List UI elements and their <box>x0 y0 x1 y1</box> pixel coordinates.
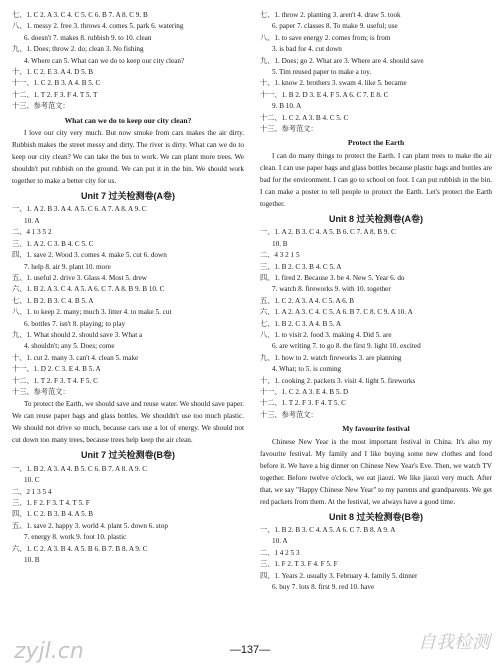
answer-line: 三、1. B 2. C 3. B 4. C 5. A <box>260 262 342 271</box>
answer-line-continued: 6. doesn't 7. makes 8. rubbish 9. to 10. clean <box>24 33 152 42</box>
answer-line: 四、1. save 2. Wood 3. comes 4. make 5. cut 6. down <box>12 251 167 260</box>
essay-paragraph: I love our city very much. But now smoke from cars makes the air dirty. Rubbish makes the street messy and dirty. The river is dirty. What can we do to keep our city clean? We can take the bus to work. We can plant more trees. We shouldn't put rubbish on the ground. We can put it in the bin. We should work together to make a better city for us. <box>12 129 244 186</box>
answer-line: 十三、参考范文： <box>12 102 70 111</box>
answer-line: 十、1. cooking 2. packets 3. visit 4. light 5. fireworks <box>260 376 416 385</box>
answer-line: 九、1. how to 2. watch fireworks 3. are planning <box>260 353 402 362</box>
answer-line: 九、1. Does; throw 2. do; clean 3. No fishing <box>12 45 144 54</box>
answer-line-continued: 7. watch 8. fireworks 9. with 10. together <box>272 285 391 294</box>
answer-line-continued: 6. buy 7. lots 8. first 9. red 10. have <box>272 583 375 592</box>
answer-line: 十一、1. D 2. C 3. E 4. B 5. A <box>12 365 101 374</box>
left-column <box>12 10 244 566</box>
essay-title: Protect the Earth <box>347 138 405 148</box>
page-number: —137— <box>229 644 271 656</box>
answer-line: 五、1. useful 2. drive 3. Glass 4. Most 5. drew <box>12 273 147 282</box>
answer-line-continued: 10. A <box>272 537 288 546</box>
answer-line: 八、1. messy 2. free 3. throws 4. comes 5. park 6. watering <box>12 22 184 31</box>
answer-line: 七、1. throw 2. planting 3. aren't 4. draw 5. took <box>260 11 401 19</box>
answer-line: 十、1. cut 2. many 3. can't 4. clean 5. make <box>12 353 139 362</box>
answer-line-continued: 6. are writing 7. to go 8. the first 9. light 10. excited <box>272 342 421 351</box>
essay-paragraph: Chinese New Year is the most important festival in China. It's also my favourite festival. My family and I like buying some new clothes and food before it. We have a big dinner on Chinese New Year's Eve. Then, we watch TV together. Before twelve o'clock, we eat jiaozi. We like jiaozi very much. After that, we say "Happy Chinese New Year" to my parents and grandparents. We get red packets from them. At the festival, we always have a good time. <box>260 437 492 506</box>
answer-line: 一、1. A 2. B 3. C 4. A 5. B 6. C 7. A 8. B 9. C <box>260 228 396 237</box>
answer-line: 七、1. B 2. C 3. A 4. B 5. A <box>260 319 342 328</box>
answer-line: 十、1. know 2. brothers 3. swam 4. like 5. became <box>260 79 407 88</box>
answer-line: 十二、1. T 2. F 3. T 4. F 5. C <box>12 376 98 385</box>
answer-line-continued: 9. B 10. A <box>272 102 302 111</box>
answer-line: 六、1. A 2. A 3. C 4. C 5. A 6. B 7. C 8. C 9. A 10. A <box>260 308 413 317</box>
answer-line-continued: 10. B <box>272 239 288 248</box>
unit-heading: Unit 7 过关检测卷(B卷) <box>81 450 175 461</box>
answer-line: 六、1. B 2. A 3. C 4. A 5. A 6. C 7. A 8. B 9. B 10. C <box>12 285 165 294</box>
watermark-left: zyjl.cn <box>14 639 84 664</box>
answer-line: 四、1. fired 2. Because 3. be 4. New 5. Year 6. do <box>260 273 405 282</box>
answer-line: 十、1. C 2. E 3. A 4. D 5. B <box>12 68 94 77</box>
answer-line: 十三、参考范文： <box>260 410 318 419</box>
answer-line: 三、1. F 2. T 3. F 4. F 5. F <box>260 560 338 569</box>
answer-line: 四、1. C 2. B 3. B 4. A 5. B <box>12 510 94 519</box>
essay-paragraph: To protect the Earth, we should save and reuse water. We should save paper. We can reuse paper bags and glass bottles. We shouldn't use too much plastic. We should not drive so much, because cars use a lot of energy. We should not cut down too many trees, because trees help keep the air clean. <box>12 400 244 445</box>
answer-line-continued: 6. paper 7. classes 8. To make 9. useful; use <box>272 22 398 31</box>
answer-line-continued: 4. Where can 5. What can we do to keep our city clean? <box>24 56 185 65</box>
answer-line: 九、1. Does; go 2. What are 3. Where are 4. should save <box>260 56 424 65</box>
answer-line: 十一、1. C 2. B 3. A 4. B 5. C <box>12 79 101 88</box>
answer-line: 一、1. B 2. B 3. C 4. A 5. A 6. C 7. B 8. A 9. A <box>260 526 396 534</box>
answer-line: 三、1. F 2. F 3. T 4. T 5. F <box>12 499 90 507</box>
answer-line: 一、1. A 2. B 3. A 4. A 5. C 6. A 7. A 8. A 9. C <box>12 205 147 214</box>
answer-line-continued: 4. What; to 5. is coming <box>272 365 342 374</box>
answer-line: 十二、1. T 2. F 3. F 4. T 5. T <box>12 90 98 99</box>
unit-heading: Unit 7 过关检测卷(A卷) <box>81 191 175 202</box>
essay-title: My favourite festival <box>342 424 410 434</box>
answer-line: 七、1. B 2. B 3. C 4. B 5. A <box>12 296 94 305</box>
answer-line-continued: 10. A <box>24 216 40 225</box>
answer-line: 二、4 1 3 5 2 <box>12 228 52 237</box>
answer-line: 七、1. C 2. A 3. C 4. C 5. C 6. B 7. A 8. C 9. B <box>12 11 148 19</box>
answer-line-continued: 7. help 8. air 9. plant 10. more <box>24 262 111 271</box>
essay-title: What can we do to keep our city clean? <box>64 115 192 125</box>
watermark-right: 自我检测 <box>418 632 490 653</box>
answer-line: 五、1. C 2. A 3. A 4. C 5. A 6. B <box>260 296 355 305</box>
answer-line-continued: 7. energy 8. work 9. foot 10. plastic <box>24 533 127 542</box>
answer-line-continued: 4. shouldn't; any 5. Does; come <box>24 342 115 351</box>
answer-line: 十三、参考范文： <box>260 125 318 134</box>
answer-line: 八、1. to save energy 2. comes from; is from <box>260 33 391 42</box>
answer-line: 五、1. save 2. happy 3. world 4. plant 5. down 6. stop <box>12 521 168 530</box>
answer-line: 十二、1. T 2. F 3. F 4. T 5. C <box>260 399 346 408</box>
answer-line: 一、1. B 2. A 3. A 4. B 5. C 6. B 7. A 8. A 9. C <box>12 464 147 473</box>
answer-line: 十一、1. C 2. A 3. E 4. B 5. D <box>260 387 349 396</box>
answer-line-continued: 10. C <box>24 476 40 485</box>
essay-paragraph: I can do many things to protect the Earth. I can plant trees to make the air clean. I can use paper bags and glass bottles because plastic bags and bottles are bad for the environment. I can go to school on foot. I can put rubbish in the bin. I can make a poster to tell people to protect the Earth. Let's protect the Earth together. <box>260 151 492 208</box>
answer-line: 六、1. C 2. A 3. B 4. A 5. B 6. B 7. B 8. A 9. C <box>12 544 148 553</box>
answer-line: 二、2 1 3 5 4 <box>12 487 52 496</box>
answer-line: 四、1. Years 2. usually 3. February 4. family 5. dinner <box>260 571 418 580</box>
answer-line: 八、1. to keep 2. many; much 3. litter 4. to make 5. cut <box>12 308 172 317</box>
answer-line: 十三、参考范文： <box>12 387 70 396</box>
answer-line: 九、1. What should 2. should save 3. What a <box>12 330 143 339</box>
answer-line: 二、4 3 2 1 5 <box>260 251 300 260</box>
answer-line-continued: 10. B <box>24 556 40 565</box>
answer-line-continued: 5. Tim reused paper to make a toy. <box>272 68 372 77</box>
answer-line: 二、1 4 2 5 3 <box>260 548 300 557</box>
answer-line-continued: 6. bottles 7. isn't 8. playing; to play <box>24 319 126 328</box>
unit-heading: Unit 8 过关检测卷(B卷) <box>329 511 423 522</box>
answer-line: 三、1. A 2. C 3. B 4. C 5. C <box>12 239 94 248</box>
right-column <box>260 10 492 593</box>
answer-line: 十二、1. C 2. A 3. B 4. C 5. C <box>260 113 349 122</box>
unit-heading: Unit 8 过关检测卷(A卷) <box>329 213 423 224</box>
answer-line: 八、1. to visit 2. food 3. making 4. Did 5. are <box>260 330 392 339</box>
answer-line: 十一、1. B 2. D 3. E 4. F 5. A 6. C 7. E 8. C <box>260 90 389 99</box>
answer-line-continued: 3. is bad for 4. cut down <box>272 45 342 54</box>
